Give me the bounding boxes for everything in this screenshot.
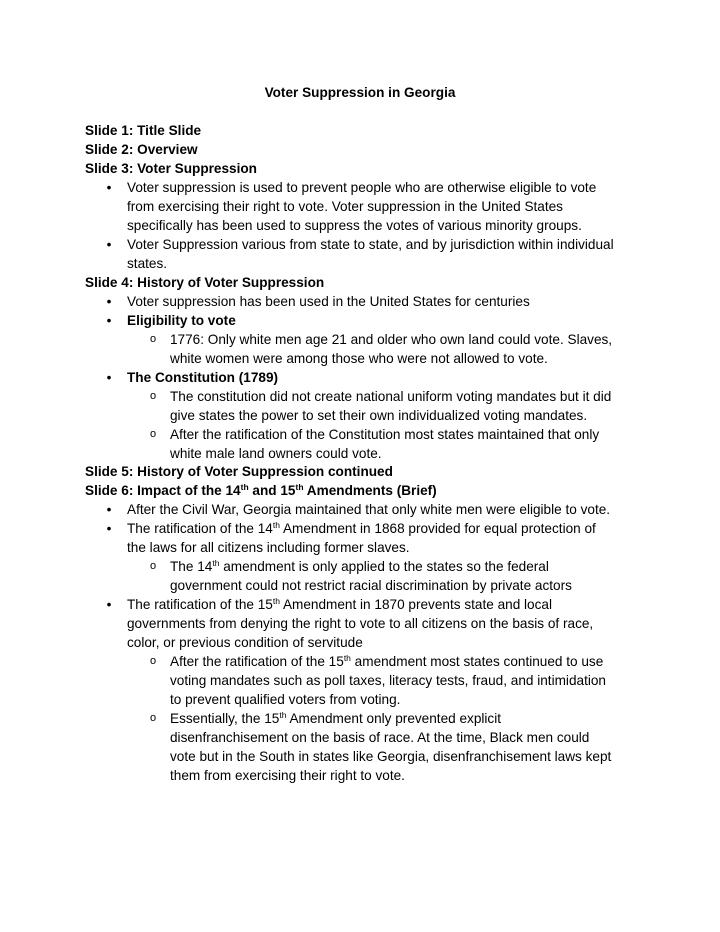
sub-bullet-icon: o: [149, 390, 157, 402]
slide-3-bullet-2-line-1: Voter Suppression various from state to state, and by jurisdiction within individual: [127, 237, 614, 252]
slide-6-bullet-3-line-3: color, or previous condition of servitude: [127, 635, 363, 650]
slide-4-bullet-2-sub-1-line-2: white women were among those who were not allowed to vote.: [170, 351, 548, 366]
slide-3-heading: Slide 3: Voter Suppression: [85, 161, 257, 176]
slide-4-bullet-1: Voter suppression has been used in the United States for centuries: [127, 294, 530, 309]
slide-6-bullet-2-line-2: the laws for all citizens including former slaves.: [127, 540, 410, 555]
slide-6-bullet-3-sub-2-line-1: Essentially, the 15th Amendment only prevented explicit: [170, 710, 502, 726]
slide-6-bullet-3-sub-1-line-2: voting mandates such as poll taxes, literacy tests, fraud, and intimidation: [170, 673, 606, 688]
sub-bullet-icon: o: [149, 712, 157, 724]
slide-6-heading: Slide 6: Impact of the 14th and 15th Amendments (Brief): [85, 482, 437, 498]
document-title: Voter Suppression in Georgia: [264, 85, 456, 100]
slide-4-heading: Slide 4: History of Voter Suppression: [85, 275, 325, 290]
slide-5-heading: Slide 5: History of Voter Suppression continued: [85, 464, 393, 479]
slide-6-bullet-2-line-1: The ratification of the 14th Amendment in 1868 provided for equal protection of: [127, 520, 596, 536]
bullet-icon: •: [106, 237, 112, 252]
slide-6-bullet-2-sub-1-line-1: The 14th amendment is only applied to the states so the federal: [170, 558, 549, 574]
bullet-icon: •: [106, 370, 112, 385]
bullet-icon: •: [106, 597, 112, 612]
slide-4-bullet-2: Eligibility to vote: [127, 313, 236, 328]
sub-bullet-icon: o: [149, 428, 157, 440]
slide-3-bullet-1-line-2: from exercising their right to vote. Voter suppression in the United States: [127, 199, 563, 214]
bullet-icon: •: [106, 294, 112, 309]
bullet-icon: •: [106, 502, 112, 517]
bullet-icon: •: [106, 521, 112, 536]
sub-bullet-icon: o: [149, 333, 157, 345]
bullet-icon: •: [106, 313, 112, 328]
slide-3-bullet-2-line-2: states.: [127, 256, 168, 271]
sub-bullet-icon: o: [149, 655, 157, 667]
slide-3-bullet-1-line-3: specifically has been used to suppress the votes of various minority groups.: [127, 218, 582, 233]
slide-6-bullet-3-sub-1-line-1: After the ratification of the 15th amendment most states continued to use: [170, 653, 604, 669]
slide-3-bullet-1-line-1: Voter suppression is used to prevent people who are otherwise eligible to vote: [127, 180, 597, 195]
slide-6-bullet-3-sub-2-line-3: vote but in the South in states like Georgia, disenfranchisement laws kept: [170, 749, 612, 764]
bullet-icon: •: [106, 180, 112, 195]
slide-4-bullet-3-sub-1-line-2: give states the power to set their own individualized voting mandates.: [170, 408, 588, 423]
slide-4-bullet-3: The Constitution (1789): [127, 370, 279, 385]
slide-6-bullet-1: After the Civil War, Georgia maintained that only white men were eligible to vote.: [127, 502, 611, 517]
slide-6-bullet-2-sub-1-line-2: government could not restrict racial discrimination by private actors: [170, 578, 572, 593]
sub-bullet-icon: o: [149, 560, 157, 572]
slide-6-bullet-3-sub-1-line-3: to prevent qualified voters from voting.: [170, 692, 401, 707]
slide-1-heading: Slide 1: Title Slide: [85, 123, 202, 138]
slide-4-bullet-3-sub-2-line-2: white male land owners could vote.: [170, 446, 382, 461]
slide-6-bullet-3-line-2: governments from denying the right to vote to all citizens on the basis of race,: [127, 616, 594, 631]
slide-4-bullet-3-sub-1-line-1: The constitution did not create national uniform voting mandates but it did: [170, 389, 612, 404]
slide-2-heading: Slide 2: Overview: [85, 142, 198, 157]
slide-6-bullet-3-sub-2-line-2: disenfranchisement on the basis of race. At the time, Black men could: [170, 730, 590, 745]
slide-4-bullet-3-sub-2-line-1: After the ratification of the Constitution most states maintained that only: [170, 427, 600, 442]
slide-6-bullet-3-sub-2-line-4: them from exercising their right to vote.: [170, 768, 405, 783]
slide-6-bullet-3-line-1: The ratification of the 15th Amendment in 1870 prevents state and local: [127, 596, 552, 612]
slide-4-bullet-2-sub-1-line-1: 1776: Only white men age 21 and older who own land could vote. Slaves,: [170, 332, 613, 347]
